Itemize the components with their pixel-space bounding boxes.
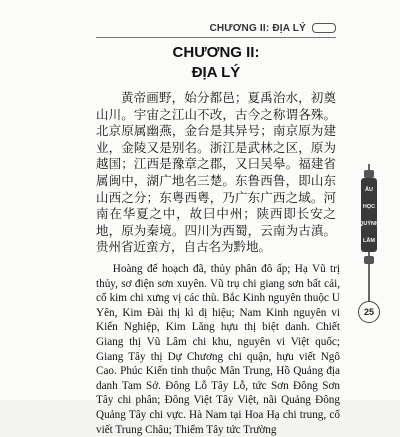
bookmark-cap-top [364,170,374,178]
brand-logo-icon [312,23,336,33]
side-bookmark-tab [360,164,378,314]
page-number: 25 [358,301,380,323]
chapter-subtitle: ĐỊA LÝ [191,64,241,81]
banner-word: ẤU [365,186,373,193]
transliteration-paragraph: Hoàng đế hoạch đã, thủy phân đô ấp; Hạ Vũ trị thủy, sơ điện sơn xuyên. Vũ trụ chi giang sơn bất cải, cổ kim chi xưng vị các thù. Bắc Kinh nguyên thuộc U Yên, Kim Đài thị kì dị hiệu; Nam Kinh nguyên vi Kiến Nghiệp, Kim Lăng hựu thị biệt danh. Chiết Giang thị Vũ Lâm chi khu, nguyên vi Việt quốc; Giang Tây thị Dự Chương chi quận, hựu viết Ngô Cao. Phúc Kiến tỉnh thuộc Mân Trung, Hồ Quảng địa danh Tam Sở. Đông Lỗ Tây Lỗ, tức Sơn Đông Sơn Tây chi phân; Đông Việt Tây Việt, nãi Quảng Đông Quảng Tây chi vực. Hà Nam tại Hoa Hạ chi trung, cố viết Trung Châu; Thiểm Tây tức Trường [96,263,340,436]
header-divider [96,37,336,38]
banner-word: QUỲNH [359,220,379,227]
banner-word: HỌC [362,203,376,210]
classical-chinese-passage [96,90,336,256]
banner-word: LÂM [363,237,375,244]
bookmark-banner [361,178,377,252]
vietnamese-transliteration [96,262,340,437]
classical-paragraph: 黄帝画野，始分都邑；夏禹治水，初奠山川。宇宙之江山不改，古今之称谓各殊。北京原属幽燕，金台是其异号；南京原为建业，金陵又是别名。浙江是武林之区，原为越国；江西是豫章之郡，又曰吴皋。福建省属闽中，湖广地名三楚。东鲁西鲁，即山东山西之分；东粤西粤，乃广东广西之域。河南在华夏之中，故曰中州；陕西即长安之地，原为秦境。四川为西蜀，云南为古滇。贵州省近蛮方，自古名为黔地。 [96,90,336,255]
running-title: CHƯƠNG II: ĐỊA LÝ [209,22,306,34]
running-head [96,20,336,36]
chapter-title: CHƯƠNG II: [172,44,260,61]
bookmark-cap-bottom [364,256,374,264]
